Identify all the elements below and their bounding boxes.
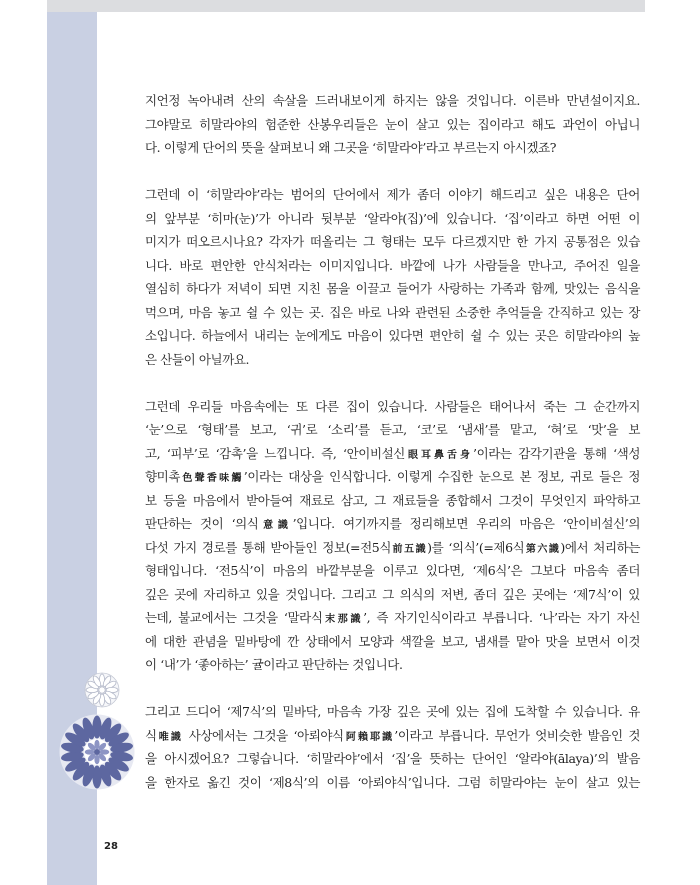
- text-segment: ’이라고 부릅니다. 무언가 엇비슷한 발음인 것: [394, 727, 641, 743]
- text-line: [145, 724, 640, 748]
- text-line: [145, 442, 640, 466]
- rosette-large-center: [94, 749, 100, 755]
- text-line: [145, 583, 640, 607]
- hanja-annotation: 唯識: [156, 731, 184, 743]
- hanja-annotation: 色聲香味觸: [180, 473, 244, 484]
- text-segment: 깊은 곳에 자리하고 있을 것입니다. 그리고 그 의식의 저변, 좀더 깊은 곳에는 ‘제7식’이 있: [145, 586, 640, 602]
- text-segment: ’이라는 대상을 인식합니다. 이렇게 수집한 눈으로 본 정보, 귀로 들은 정: [243, 469, 641, 484]
- hanja-annotation: 阿賴耶識: [343, 731, 395, 743]
- page-number: 28: [104, 841, 118, 852]
- text-line: [145, 418, 640, 442]
- text-line: [145, 512, 640, 536]
- text-segment: 다. 이렇게 단어의 뜻을 살펴보니 왜 그곳을 ‘히말라야’라고 부르는지 아시겠죠?: [145, 140, 557, 155]
- text-line: [145, 395, 640, 419]
- hanja-annotation: 第六識: [524, 543, 561, 555]
- text-line: [145, 630, 640, 654]
- text-line: [145, 254, 640, 278]
- text-segment: 판단하는 것이 ‘의식: [145, 516, 259, 531]
- text-segment: ’, 즉 자기인식이라고 부릅니다. ‘나’라는 자기 자신: [363, 610, 640, 625]
- text-segment: 열심히 하다가 저녁이 되면 지친 몸을 이끌고 들어가 사랑하는 가족과 함께, 맛있는 음식을: [145, 281, 640, 296]
- text-line: [145, 136, 640, 160]
- text-segment: 는데, 불교에서는 그것을 ‘말라식: [145, 610, 323, 625]
- hanja-annotation: 意識: [258, 520, 293, 531]
- text-line: [145, 559, 640, 583]
- text-line: [145, 747, 640, 771]
- text-segment: ’입니다. 여기까지를 정리해보면 우리의 마음은 ‘안이비설신’의: [292, 516, 641, 531]
- paragraph: [145, 183, 640, 371]
- text-line: [145, 207, 640, 231]
- text-line: [145, 89, 640, 113]
- text-line: [145, 700, 640, 724]
- text-segment: 보 등을 마음에서 받아들여 재료로 삼고, 그 재료들을 종합해서 그것이 무엇인지 파악하고: [145, 492, 640, 508]
- text-line: [145, 606, 640, 630]
- text-line: [145, 489, 640, 513]
- hanja-annotation: 眼耳鼻舌身: [404, 449, 474, 461]
- text-segment: 다섯 가지 경로를 통해 받아들인 정보(=전5식: [145, 539, 392, 555]
- paragraph: [145, 395, 640, 677]
- text-segment: 식: [145, 727, 157, 743]
- text-segment: 이 ‘내’가 ‘좋아하는’ 귤이라고 판단하는 것입니다.: [145, 657, 403, 672]
- text-segment: 그런데 우리들 마음속에는 또 다른 집이 있습니다. 사람들은 태어나서 죽는 그 순간까지: [145, 398, 640, 414]
- text-line: [145, 113, 640, 137]
- rosette-emblem-small: [84, 672, 120, 708]
- text-segment: 그야말로 히말라야의 험준한 산봉우리들은 눈이 살고 있는 집이라고 해도 과언이 아닙니: [145, 116, 640, 132]
- text-line: [145, 348, 640, 372]
- hanja-annotation: 前五識: [391, 543, 428, 555]
- text-segment: ’이라는 감각기관을 통해 ‘색성: [473, 445, 641, 461]
- text-segment: 사상에서는 그것을 ‘아뢰야식: [183, 727, 344, 743]
- text-segment: )에서 처리하는: [560, 539, 641, 555]
- text-segment: )를 ‘의식’(=제6식: [427, 539, 525, 555]
- text-line: [145, 230, 640, 254]
- text-segment: 지언정 녹아내려 산의 속살을 드러내보이게 하지는 않을 것입니다. 이른바 만년설이지요.: [145, 93, 640, 108]
- rosette-emblem-large: [58, 713, 136, 791]
- text-line: [145, 536, 640, 560]
- text-segment: 소입니다. 하늘에서 내리는 눈에게도 마음이 있다면 편안히 쉴 수 있는 곳은 히말라야의 높: [145, 328, 640, 343]
- text-segment: 형태입니다. ‘전5식’이 마음의 바깥부분을 이루고 있다면, ‘제6식’은 그보다 마음속 좀더: [145, 563, 640, 578]
- text-segment: ‘눈’으로 ‘형태’를 보고, ‘귀’로 ‘소리’를 듣고, ‘코’로 ‘냄새’를 맡고, ‘혀’로 ‘맛’을 보: [145, 422, 640, 437]
- text-line: [145, 465, 640, 489]
- text-segment: 에 대한 관념을 밑바탕에 깐 상태에서 모양과 색깔을 보고, 냄새를 맡아 맛을 보면서 이것: [145, 633, 640, 649]
- text-segment: 을 아시겠어요? 그렇습니다. ‘히말라야’에서 ‘집’을 뜻하는 단어인 ‘알라야(ālaya)’의 발음: [145, 751, 640, 766]
- top-header-strip: [47, 0, 645, 12]
- text-line: [145, 771, 640, 795]
- text-segment: 고, ‘피부’로 ‘감촉’을 느낍니다. 즉, ‘안이비설신: [145, 445, 405, 461]
- text-line: [145, 301, 640, 325]
- paragraph: [145, 700, 640, 794]
- text-segment: 을 한자로 옮긴 것이 ‘제8식’의 이름 ‘아뢰야식’입니다. 그럼 히말라야는 눈이 살고 있는: [145, 774, 640, 790]
- text-segment: 미지가 떠오르시나요? 각자가 떠올리는 그 형태는 모두 다르겠지만 한 가지 공통점은 있습: [145, 234, 640, 249]
- body-text: [145, 89, 640, 818]
- hanja-annotation: 末那識: [322, 614, 364, 625]
- text-segment: 그리고 드디어 ‘제7식’의 밑바닥, 마음속 가장 깊은 곳에 있는 집에 도착할 수 있습니다. 유: [145, 704, 640, 719]
- paragraph: [145, 89, 640, 160]
- text-line: [145, 653, 640, 677]
- text-segment: 먹으며, 마음 놓고 쉴 수 있는 곳. 집은 바로 나와 관련된 소중한 추억들을 간직하고 있는 장: [145, 304, 640, 320]
- rosette-small-center: [99, 687, 105, 693]
- text-segment: 의 앞부분 ‘히마(눈)’가 아니라 뒷부분 ‘알라야(집)’에 있습니다. ‘집’이라고 하면 어떤 이: [145, 210, 640, 226]
- text-line: [145, 277, 640, 301]
- text-line: [145, 183, 640, 207]
- text-segment: 그런데 이 ‘히말라야’라는 범어의 단어에서 제가 좀더 이야기 해드리고 싶은 내용은 단어: [145, 187, 640, 202]
- text-segment: 니다. 바로 편안한 안식처라는 이미지입니다. 바깥에 나가 사람들을 만나고, 주어진 일을: [145, 257, 640, 273]
- text-segment: 은 산들이 아닐까요.: [145, 351, 250, 367]
- text-line: [145, 324, 640, 348]
- text-segment: 향미촉: [145, 469, 181, 484]
